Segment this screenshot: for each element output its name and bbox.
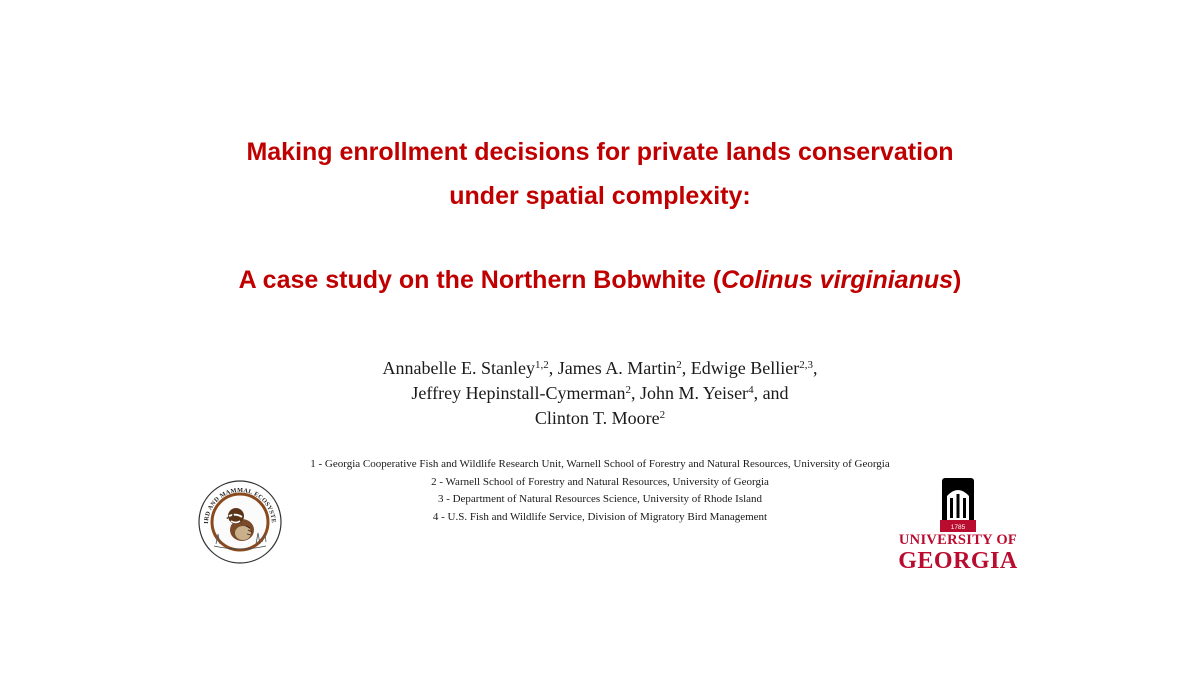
author-name: Annabelle E. Stanley <box>382 358 535 378</box>
author-affiliation-mark: 2,3 <box>799 359 813 371</box>
species-name: Colinus virginianus <box>721 266 954 294</box>
author-name: , Edwige Bellier <box>681 358 800 378</box>
affiliation-item: 2 - Warnell School of Forestry and Natural Resources, University of Georgia <box>431 475 769 488</box>
affiliation-item: 4 - U.S. Fish and Wildlife Service, Division of Migratory Bird Management <box>432 510 768 523</box>
slide-subtitle <box>0 258 1200 302</box>
author-affiliation-mark: 4 <box>748 384 754 396</box>
uga-logo <box>890 474 1026 584</box>
svg-text:GAMEBIRD AND MAMMAL ECOSYSTEMS: IRD AND MAMMAL ECOSYSTE <box>202 486 278 524</box>
affiliation-item: 3 - Department of Natural Resources Science, University of Rhode Island <box>437 493 763 505</box>
author-separator: , <box>812 358 818 378</box>
uga-year: 1785 <box>950 524 966 531</box>
author-separator: , and <box>753 383 789 403</box>
author-affiliation-mark: 2 <box>676 359 682 371</box>
author-list <box>0 356 1200 431</box>
title-line-1: Making enrollment decisions for private lands conservation <box>246 138 954 166</box>
slide-title <box>0 130 1200 218</box>
author-affiliation-mark: 2 <box>625 384 632 396</box>
author-line-3 <box>0 406 1200 431</box>
author-affiliation-mark: 2 <box>659 409 666 421</box>
subtitle-prefix: A case study on the Northern Bobwhite ( <box>238 266 722 294</box>
author-line-1 <box>0 356 1200 381</box>
author-name: Jeffrey Hepinstall-Cymerman <box>411 383 626 403</box>
subtitle-suffix: ) <box>953 266 962 294</box>
affiliation-item: 1 - Georgia Cooperative Fish and Wildlife Research Unit, Warnell School of Forestry and Natural Resources, University of Georgia <box>310 458 890 470</box>
author-line-2 <box>0 381 1200 406</box>
author-name: , John M. Yeiser <box>631 383 749 403</box>
lab-logo <box>196 478 284 566</box>
arch-icon <box>940 474 976 532</box>
author-name: , James A. Martin <box>548 358 677 378</box>
quail-seal-icon <box>196 478 284 566</box>
title-line-2: under spatial complexity: <box>449 182 751 210</box>
author-name: Clinton T. Moore <box>534 408 660 428</box>
uga-university-of: UNIVERSITY OF <box>898 532 1018 548</box>
author-affiliation-mark: 1,2 <box>535 359 549 371</box>
uga-georgia: GEORGIA <box>898 548 1018 574</box>
